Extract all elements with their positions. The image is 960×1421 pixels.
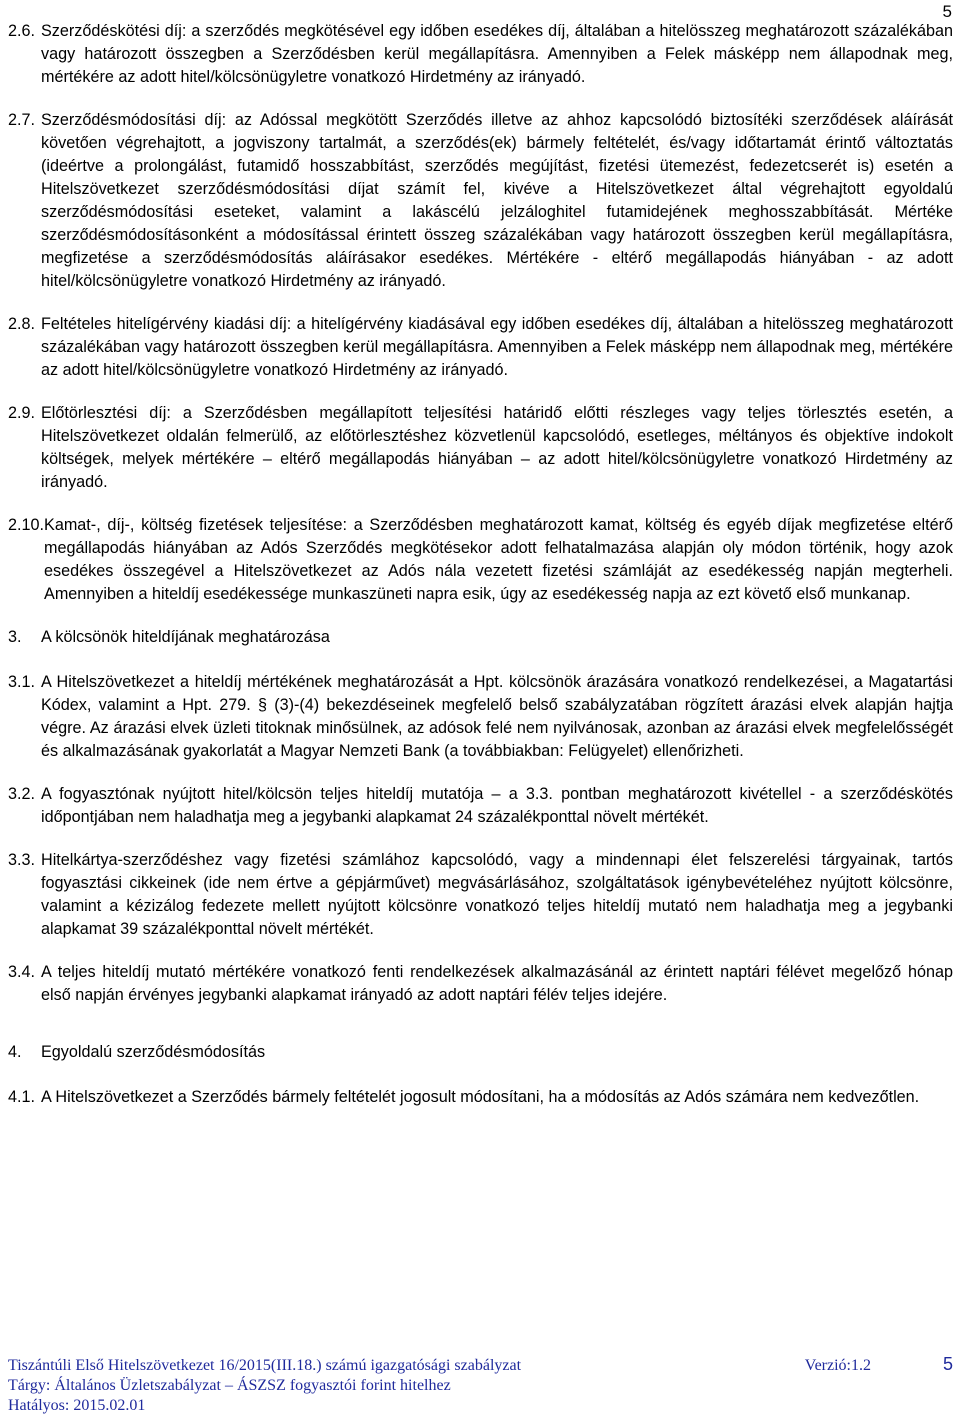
footer-regulation: Tiszántúli Első Hitelszövetkezet 16/2015(III.18.) számú igazgatósági szabályzat <box>8 1357 522 1374</box>
section-heading-4 <box>8 1041 953 1064</box>
paragraph-text: Szerződéskötési díj: a szerződés megkötésével egy időben esedékes díj, általában a hitelösszeg meghatározott százalékában vagy határozott összegben a Szerződésben kerül megállapításra. Amennyiben a Felek másképp nem állapodnak meg, mértékére az adott hitel/kölcsönügyletre vonatkozó Hirdetmény az irányadó. <box>41 22 953 86</box>
footer-version: Verzió:1.2 <box>804 1357 871 1374</box>
section-number: 3. <box>8 628 22 646</box>
paragraph-text: A Hitelszövetkezet a Szerződés bármely feltételét jogosult módosítani, ha a módosítás az Adós számára nem kedvezőtlen. <box>41 1088 920 1106</box>
paragraph-number: 2.7. <box>8 111 36 129</box>
section-number: 4. <box>8 1043 22 1061</box>
section-heading-3 <box>8 626 953 649</box>
paragraph-number: 4.1. <box>8 1088 36 1106</box>
paragraph-4-1 <box>8 1086 953 1109</box>
paragraph-text: Hitelkártya-szerződéshez vagy fizetési számlához kapcsolódó, vagy a mindennapi élet felszerelési tárgyainak, tartós fogyasztási cikkeinek (ide nem értve a gépjárművet) megvásárlásához, szolgáltatások igénybevételéhez nyújtott kölcsönre, valamint a kézizálog fedezete mellett nyújtott kölcsönre vonatkozó teljes hiteldíj mutató nem haladhatja meg a jegybanki alapkamat 39 százalékponttal növelt mértékét. <box>41 851 953 938</box>
paragraph-number: 3.4. <box>8 963 36 981</box>
paragraph-3-1 <box>8 671 953 763</box>
paragraph-number: 3.1. <box>8 673 36 691</box>
footer-effective-date: Hatályos: 2015.02.01 <box>8 1397 146 1414</box>
section-title: Egyoldalú szerződésmódosítás <box>41 1043 266 1061</box>
paragraph-number: 2.8. <box>8 315 36 333</box>
paragraph-number: 3.2. <box>8 785 36 803</box>
spacer <box>8 1027 953 1041</box>
footer-subject: Tárgy: Általános Üzletszabályzat – ÁSZSZ fogyasztói forint hitelhez <box>8 1377 451 1394</box>
page-number-top: 5 <box>942 2 952 21</box>
paragraph-number: 2.10. <box>8 516 45 534</box>
paragraph-3-3 <box>8 849 953 941</box>
paragraph-text: Szerződésmódosítási díj: az Adóssal megkötött Szerződés illetve az ahhoz kapcsolódó biztosítéki szerződések aláírását követően végrehajtott, a jogviszony tartalmát, a szerződés(ek) bármely feltételét, és/vagy időtartamát érintő változtatás (ideértve a prolongálást, futamidő hosszabbítást, szerződés megújítást, fizetési ütemezést, fedezetcserét is) esetén a Hitelszövetkezet szerződésmódosítási díjat számít fel, kivéve a Hitelszövetkezet által végrehajtott egyoldalú szerződésmódosítási eseteket, valamint a lakáscélú jelzáloghitel futamidejének meghosszabbítását. Mértéke szerződésmódosításonként a módosítással érintett összeg százalékában vagy határozott összegben kerül megállapításra, megfizetése a szerződésmódosítás aláírásakor esedékes. Mértékére - eltérő megállapodás hiányában - az adott hitel/kölcsönügyletre vonatkozó Hirdetmény az irányadó. <box>41 111 953 290</box>
paragraph-text: A fogyasztónak nyújtott hitel/kölcsön teljes hiteldíj mutatója – a 3.3. pontban meghatározott kivétellel - a szerződéskötés időpontjában nem haladhatja meg a jegybanki alapkamat 24 százalékponttal növelt mértékét. <box>41 785 953 826</box>
paragraph-text: A Hitelszövetkezet a hiteldíj mértékének meghatározását a Hpt. kölcsönök árazására vonatkozó rendelkezései, a Magatartási Kódex, valamint a Hpt. 279. § (3)-(4) bekezdéseinek megfelelő belső szabályzatában rögzített árazási elvek alapján hajtja végre. Az árazási elvek üzleti titoknak minősülnek, az adósok felé nem nyilvánosak, azonban az árazási elvek megfelelősségét és alkalmazásának gyakorlatát a Magyar Nemzeti Bank (a továbbiakban: Felügyelet) ellenőrizheti. <box>41 673 953 760</box>
paragraph-2-8 <box>8 313 953 382</box>
paragraph-3-2 <box>8 783 953 829</box>
paragraph-number: 2.6. <box>8 22 36 40</box>
document-body <box>8 20 953 1129</box>
paragraph-number: 2.9. <box>8 404 36 422</box>
footer-page-number: 5 <box>942 1354 953 1374</box>
paragraph-text: Feltételes hitelígérvény kiadási díj: a hitelígérvény kiadásával egy időben esedékes díj, általában a hitelösszeg meghatározott százalékában vagy határozott összegben kerül megállapításra. Amennyiben a Felek másképp nem állapodnak meg, mértékére az adott hitel/kölcsönügyletre vonatkozó Hirdetmény az irányadó. <box>41 315 953 379</box>
paragraph-2-7 <box>8 109 953 293</box>
page-footer <box>8 1356 953 1416</box>
paragraph-3-4 <box>8 961 953 1007</box>
paragraph-2-10 <box>8 514 953 606</box>
paragraph-text: Kamat-, díj-, költség fizetések teljesítése: a Szerződésben meghatározott kamat, költség és egyéb díjak megfizetése eltérő megállapodás hiányában az Adós Szerződés megkötésekor adott felhatalmazása alapján oly módon történik, hogy azok esedékes összegével a Hitelszövetkezet az Adós nála vezetett fizetési számláját az esedékesség napján megterheli. Amennyiben a hiteldíj esedékessége munkaszüneti napra esik, úgy az esedékesség napja az ezt követő első munkanap. <box>44 516 953 603</box>
footer-line-1 <box>8 1356 953 1376</box>
paragraph-text: A teljes hiteldíj mutató mértékére vonatkozó fenti rendelkezések alkalmazásánál az érintett naptári félévet megelőző hónap első napján érvényes jegybanki alapkamat irányadó az adott naptári félév teljes idejére. <box>41 963 953 1004</box>
paragraph-2-6 <box>8 20 953 89</box>
paragraph-text: Előtörlesztési díj: a Szerződésben megállapított teljesítési határidő előtti részleges vagy teljes törlesztés esetén, a Hitelszövetkezet oldalán felmerülő, az előtörlesztéshez közvetlenül kapcsolódó, esetleges, méltányos és objektíve indokolt költségek, melyek mértékére – eltérő megállapodás hiányában – az adott hitel/kölcsönügyletre vonatkozó Hirdetmény az irányadó. <box>41 404 953 491</box>
section-title: A kölcsönök hiteldíjának meghatározása <box>41 628 330 646</box>
paragraph-number: 3.3. <box>8 851 36 869</box>
paragraph-2-9 <box>8 402 953 494</box>
